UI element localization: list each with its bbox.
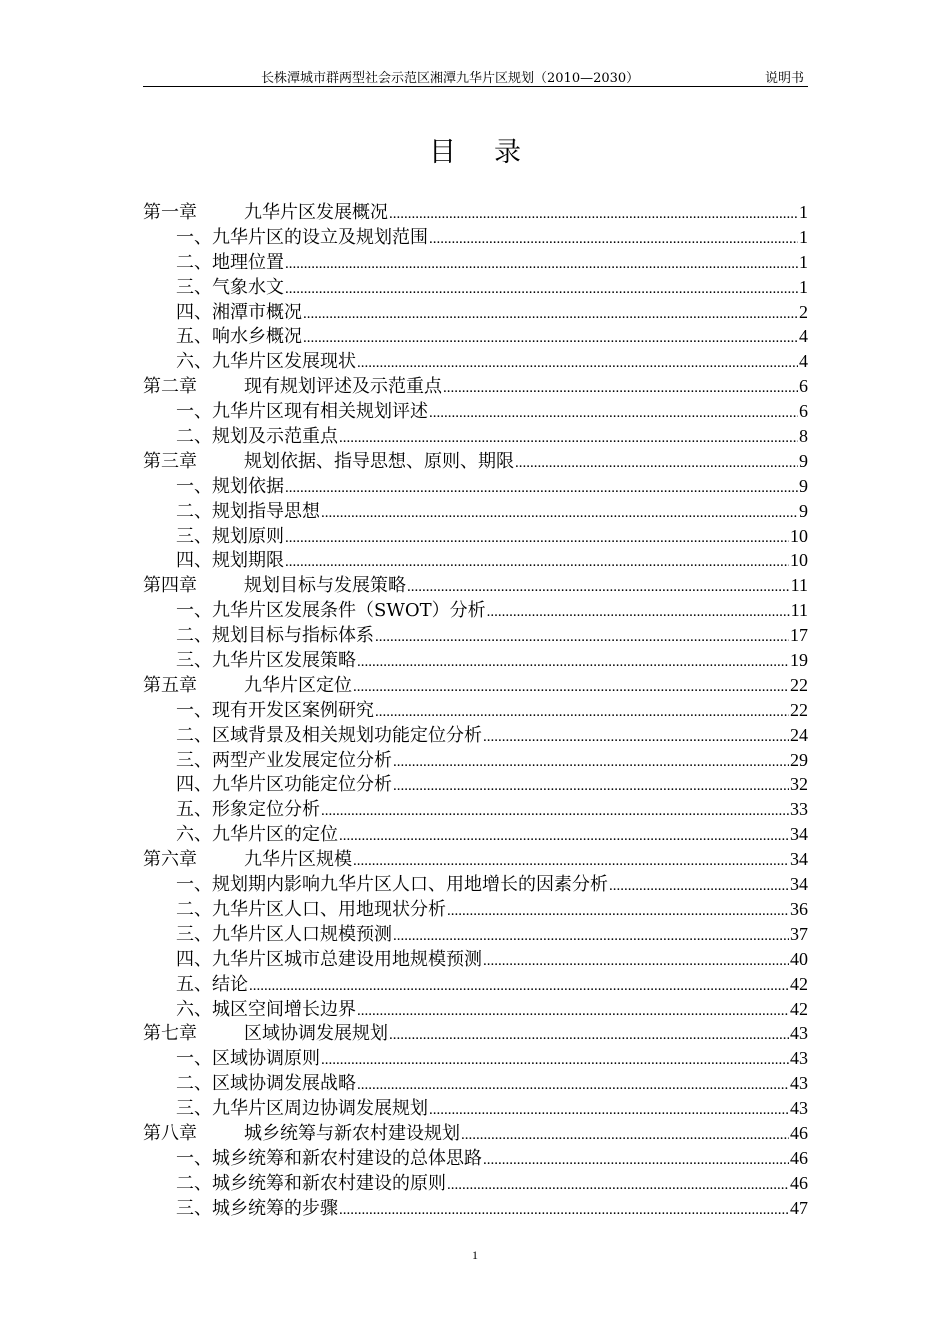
toc-section-entry[interactable] <box>143 250 808 275</box>
entry-page-number: 9 <box>799 450 808 471</box>
entry-label: 六、九华片区的定位 <box>176 824 338 846</box>
chapter-number: 第七章 <box>143 1023 197 1045</box>
entry-page-number: 19 <box>790 650 808 671</box>
entry-page-number: 11 <box>790 575 808 596</box>
entry-label: 一、规划依据 <box>176 475 284 497</box>
dot-leader <box>249 974 789 999</box>
entry-label: 二、城乡统筹和新农村建设的原则 <box>176 1172 446 1194</box>
toc-section-entry[interactable] <box>143 1071 808 1096</box>
footer-page-number: 1 <box>472 1248 478 1262</box>
entry-page-number: 37 <box>790 923 808 944</box>
entry-label: 六、九华片区发展现状 <box>176 351 356 373</box>
entry-page-number: 2 <box>799 301 808 322</box>
dot-leader <box>375 700 789 725</box>
entry-label: 四、九华片区功能定位分析 <box>176 774 392 796</box>
entry-page-number: 29 <box>790 749 808 770</box>
toc-section-entry[interactable] <box>143 723 808 748</box>
entry-label: 六、城区空间增长边界 <box>176 998 356 1020</box>
entry-label: 四、九华片区城市总建设用地规模预测 <box>176 948 482 970</box>
entry-label: 三、规划原则 <box>176 525 284 547</box>
entry-page-number: 40 <box>790 948 808 969</box>
toc-section-entry[interactable] <box>143 225 808 250</box>
dot-leader <box>339 824 789 849</box>
entry-label: 五、形象定位分析 <box>176 799 320 821</box>
chapter-number: 第五章 <box>143 674 197 696</box>
toc-section-entry[interactable] <box>143 1046 808 1071</box>
toc-section-entry[interactable] <box>143 897 808 922</box>
toc-section-entry[interactable] <box>143 822 808 847</box>
entry-label: 五、结论 <box>176 973 248 995</box>
toc-chapter-entry[interactable] <box>143 1021 808 1046</box>
dot-leader <box>389 202 798 227</box>
toc-section-entry[interactable] <box>143 922 808 947</box>
dot-leader <box>353 849 789 874</box>
dot-leader <box>407 575 790 600</box>
entry-page-number: 46 <box>790 1122 808 1143</box>
toc-section-entry[interactable] <box>143 1171 808 1196</box>
toc-section-entry[interactable] <box>143 972 808 997</box>
chapter-number: 第四章 <box>143 575 197 597</box>
entry-label: 一、九华片区发展条件（SWOT）分析 <box>176 600 486 622</box>
toc-section-entry[interactable] <box>143 499 808 524</box>
entry-label: 五、响水乡概况 <box>176 326 302 348</box>
chapter-number: 第三章 <box>143 450 197 472</box>
toc-section-entry[interactable] <box>143 275 808 300</box>
entry-page-number: 11 <box>790 600 808 621</box>
dot-leader <box>285 550 789 575</box>
header-doc-type: 说明书 <box>764 71 804 86</box>
toc-section-entry[interactable] <box>143 1096 808 1121</box>
entry-page-number: 24 <box>790 724 808 745</box>
dot-leader <box>357 1073 789 1098</box>
entry-page-number: 42 <box>790 998 808 1019</box>
dot-leader <box>393 750 789 775</box>
toc-section-entry[interactable] <box>143 324 808 349</box>
dot-leader <box>339 426 798 451</box>
entry-page-number: 34 <box>790 824 808 845</box>
toc-section-entry[interactable] <box>143 997 808 1022</box>
toc-section-entry[interactable] <box>143 797 808 822</box>
dot-leader <box>393 774 789 799</box>
entry-page-number: 6 <box>799 376 808 397</box>
toc-section-entry[interactable] <box>143 598 808 623</box>
chapter-number: 第六章 <box>143 849 197 871</box>
entry-label: 二、九华片区人口、用地现状分析 <box>176 898 446 920</box>
entry-label: 一、现有开发区案例研究 <box>176 699 374 721</box>
dot-leader <box>285 277 798 302</box>
entry-page-number: 32 <box>790 774 808 795</box>
entry-page-number: 34 <box>790 874 808 895</box>
dot-leader <box>487 600 790 625</box>
entry-label: 现有规划评述及示范重点 <box>244 376 442 398</box>
dot-leader <box>321 799 789 824</box>
toc-section-entry[interactable] <box>143 424 808 449</box>
entry-label: 一、城乡统筹和新农村建设的总体思路 <box>176 1147 482 1169</box>
dot-leader <box>285 252 798 277</box>
entry-page-number: 4 <box>799 351 808 372</box>
toc-chapter-entry[interactable] <box>143 374 808 399</box>
entry-label: 二、区域协调发展战略 <box>176 1073 356 1095</box>
header-title: 长株潭城市群两型社会示范区湘潭九华片区规划（2010—2030） <box>261 71 640 86</box>
dot-leader <box>609 874 789 899</box>
entry-label: 三、九华片区发展策略 <box>176 650 356 672</box>
dot-leader <box>515 451 798 476</box>
entry-label: 九华片区发展概况 <box>244 202 388 223</box>
toc-chapter-entry[interactable] <box>143 673 808 698</box>
entry-label: 二、规划指导思想 <box>176 500 320 522</box>
entry-page-number: 43 <box>790 1073 808 1094</box>
entry-label: 三、城乡统筹的步骤 <box>176 1197 338 1219</box>
entry-label: 三、九华片区人口规模预测 <box>176 923 392 945</box>
entry-label: 三、九华片区周边协调发展规划 <box>176 1098 428 1120</box>
dot-leader <box>429 227 798 252</box>
entry-label: 三、气象水文 <box>176 276 284 298</box>
entry-page-number: 9 <box>799 500 808 521</box>
dot-leader <box>447 1173 789 1198</box>
toc-section-entry[interactable] <box>143 772 808 797</box>
toc-chapter-entry[interactable] <box>143 847 808 872</box>
toc-chapter-entry[interactable] <box>143 449 808 474</box>
dot-leader <box>357 999 789 1024</box>
toc-title: 目录 <box>429 137 559 168</box>
entry-label: 城乡统筹与新农村建设规划 <box>244 1122 460 1144</box>
toc-section-entry[interactable] <box>143 648 808 673</box>
dot-leader <box>429 1098 789 1123</box>
entry-page-number: 46 <box>790 1172 808 1193</box>
entry-page-number: 9 <box>799 475 808 496</box>
entry-page-number: 46 <box>790 1147 808 1168</box>
entry-page-number: 1 <box>799 251 808 272</box>
entry-label: 一、九华片区现有相关规划评述 <box>176 401 428 423</box>
chapter-number: 第八章 <box>143 1122 197 1144</box>
chapter-number: 第二章 <box>143 376 197 398</box>
entry-page-number: 17 <box>790 625 808 646</box>
table-of-contents <box>143 200 808 1221</box>
entry-page-number: 43 <box>790 1048 808 1069</box>
toc-section-entry[interactable] <box>143 474 808 499</box>
entry-label: 二、地理位置 <box>176 251 284 273</box>
entry-label: 四、规划期限 <box>176 550 284 572</box>
dot-leader <box>389 1023 789 1048</box>
toc-section-entry[interactable] <box>143 300 808 325</box>
toc-section-entry[interactable] <box>143 524 808 549</box>
toc-section-entry[interactable] <box>143 698 808 723</box>
dot-leader <box>321 1048 789 1073</box>
dot-leader <box>393 924 789 949</box>
toc-chapter-entry[interactable] <box>143 200 808 225</box>
dot-leader <box>303 326 798 351</box>
toc-section-entry[interactable] <box>143 548 808 573</box>
entry-label: 一、区域协调原则 <box>176 1048 320 1070</box>
entry-page-number: 22 <box>790 674 808 695</box>
dot-leader <box>483 725 789 750</box>
entry-page-number: 10 <box>790 550 808 571</box>
toc-chapter-entry[interactable] <box>143 1121 808 1146</box>
dot-leader <box>429 401 798 426</box>
entry-label: 规划依据、指导思想、原则、期限 <box>244 450 514 472</box>
dot-leader <box>285 476 798 501</box>
entry-page-number: 10 <box>790 525 808 546</box>
entry-label: 二、区域背景及相关规划功能定位分析 <box>176 724 482 746</box>
entry-page-number: 47 <box>790 1197 808 1218</box>
dot-leader <box>303 302 798 327</box>
entry-label: 二、规划及示范重点 <box>176 426 338 448</box>
entry-page-number: 4 <box>799 326 808 347</box>
dot-leader <box>447 899 789 924</box>
entry-label: 一、九华片区的设立及规划范围 <box>176 226 428 248</box>
dot-leader <box>357 650 789 675</box>
entry-page-number: 43 <box>790 1098 808 1119</box>
entry-page-number: 33 <box>790 799 808 820</box>
toc-section-entry[interactable] <box>143 872 808 897</box>
dot-leader <box>443 376 798 401</box>
entry-page-number: 42 <box>790 973 808 994</box>
dot-leader <box>339 1198 789 1223</box>
dot-leader <box>483 949 789 974</box>
dot-leader <box>321 501 798 526</box>
entry-label: 二、规划目标与指标体系 <box>176 625 374 647</box>
page-header <box>143 62 808 87</box>
dot-leader <box>357 351 798 376</box>
dot-leader <box>285 526 789 551</box>
entry-page-number: 36 <box>790 898 808 919</box>
entry-page-number: 1 <box>799 276 808 297</box>
entry-label: 四、湘潭市概况 <box>176 301 302 323</box>
entry-label: 三、两型产业发展定位分析 <box>176 749 392 771</box>
entry-label: 一、规划期内影响九华片区人口、用地增长的因素分析 <box>176 874 608 896</box>
dot-leader <box>353 675 789 700</box>
dot-leader <box>483 1148 789 1173</box>
entry-page-number: 43 <box>790 1023 808 1044</box>
entry-page-number: 34 <box>790 849 808 870</box>
chapter-number: 第一章 <box>143 202 197 223</box>
toc-section-entry[interactable] <box>143 399 808 424</box>
entry-page-number: 1 <box>799 226 808 247</box>
toc-section-entry[interactable] <box>143 623 808 648</box>
entry-label: 规划目标与发展策略 <box>244 575 406 597</box>
toc-section-entry[interactable] <box>143 1146 808 1171</box>
entry-page-number: 8 <box>799 426 808 447</box>
toc-section-entry[interactable] <box>143 748 808 773</box>
entry-label: 九华片区规模 <box>244 849 352 871</box>
toc-section-entry[interactable] <box>143 349 808 374</box>
entry-page-number: 6 <box>799 401 808 422</box>
entry-label: 区域协调发展规划 <box>244 1023 388 1045</box>
dot-leader <box>461 1123 789 1148</box>
dot-leader <box>375 625 789 650</box>
toc-section-entry[interactable] <box>143 947 808 972</box>
toc-section-entry[interactable] <box>143 1196 808 1221</box>
entry-page-number: 22 <box>790 699 808 720</box>
toc-chapter-entry[interactable] <box>143 573 808 598</box>
entry-label: 九华片区定位 <box>244 674 352 696</box>
entry-page-number: 1 <box>799 202 808 222</box>
